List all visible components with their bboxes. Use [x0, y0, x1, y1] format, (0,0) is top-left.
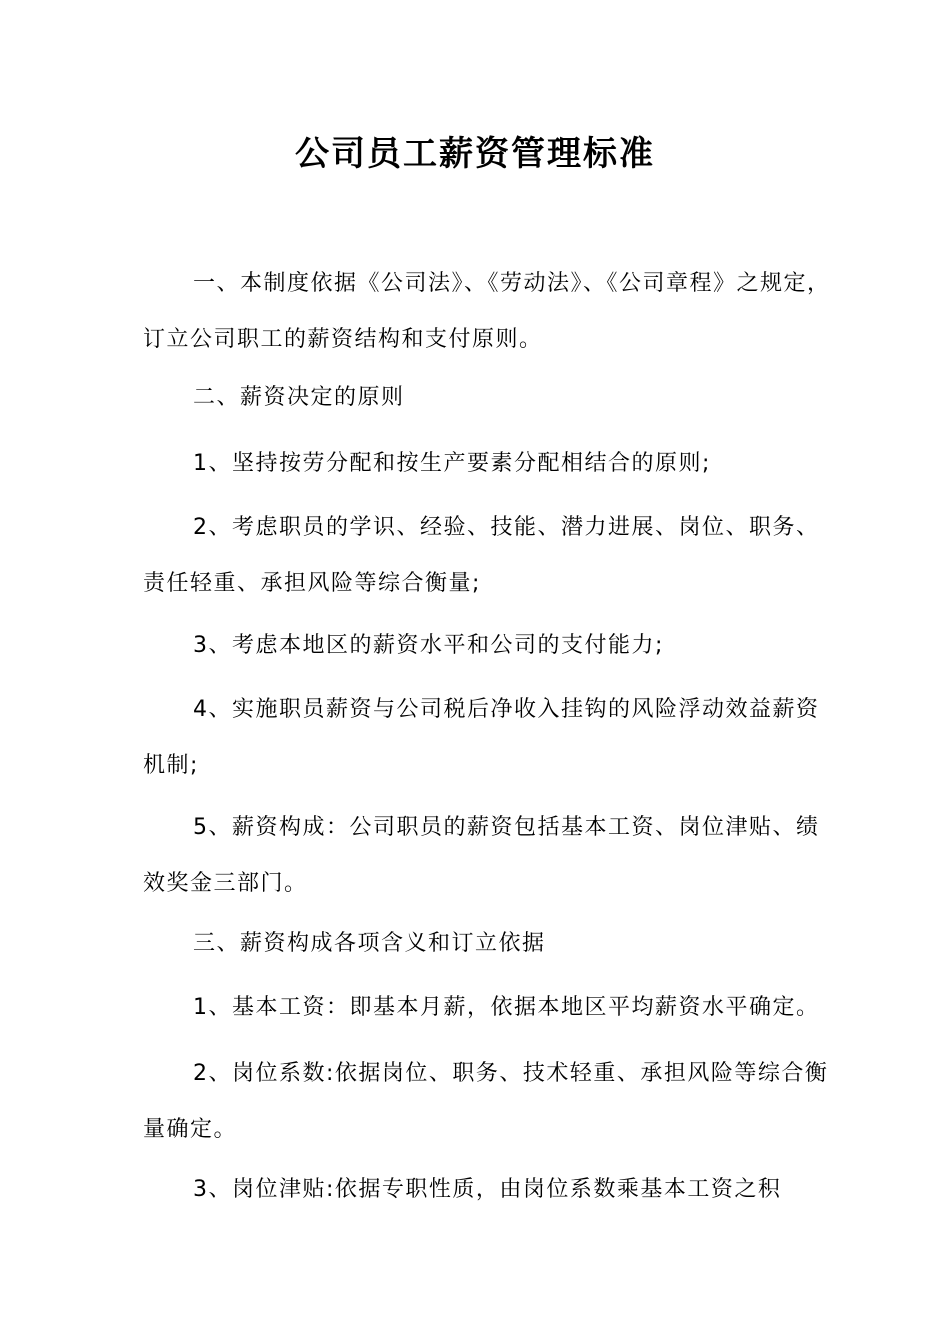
- paragraph-principle-4: 4、实施职员薪资与公司税后净收入挂钩的风险浮动效益薪资机制;: [143, 697, 820, 778]
- paragraph-principle-2: 2、考虑职员的学识、经验、技能、潜力进展、岗位、职务、责任轻重、承担风险等综合衡量;: [143, 515, 820, 596]
- section-heading-3: 三、薪资构成各项含义和订立依据: [193, 931, 546, 956]
- paragraph-principle-3: 3、考虑本地区的薪资水平和公司的支付能力;: [193, 633, 664, 658]
- paragraph-definition-1: 1、基本工资：即基本月薪，依据本地区平均薪资水平确定。: [193, 995, 820, 1020]
- paragraph-principle-1: 1、坚持按劳分配和按生产要素分配相结合的原则;: [193, 451, 711, 476]
- paragraph-principle-5: 5、薪资构成：公司职员的薪资包括基本工资、岗位津贴、绩效奖金三部门。: [143, 815, 820, 896]
- paragraph-definition-2: 2、岗位系数:依据岗位、职务、技术轻重、承担风险等综合衡量确定。: [143, 1061, 829, 1142]
- paragraph-definition-3: 3、岗位津贴:依据专职性质，由岗位系数乘基本工资之积: [193, 1177, 782, 1202]
- section-heading-2: 二、薪资决定的原则: [193, 385, 405, 410]
- document-title: 公司员工薪资管理标准: [295, 134, 655, 174]
- paragraph-section-1: 一、本制度依据《公司法》、《劳动法》、《公司章程》之规定，订立公司职工的薪资结构和支付原则。: [143, 271, 831, 352]
